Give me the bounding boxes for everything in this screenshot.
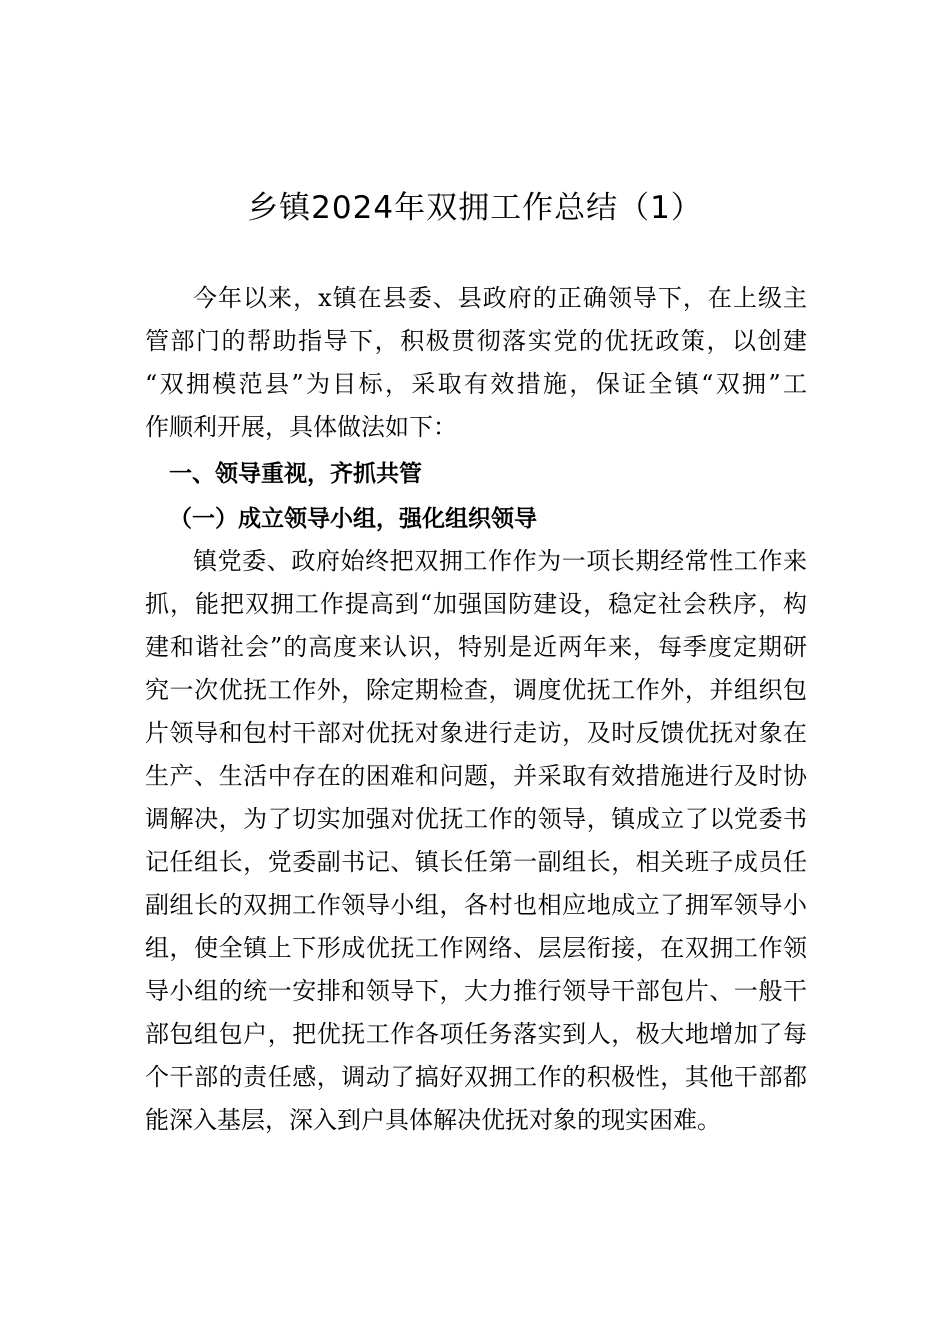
paragraph-line: 究一次优抚工作外，除定期检查，调度优抚工作外，并组织包	[145, 676, 807, 704]
paragraph-line: 记任组长，党委副书记、镇长任第一副组长，相关班子成员任	[145, 848, 807, 876]
paragraph-line: 副组长的双拥工作领导小组，各村也相应地成立了拥军领导小	[145, 891, 807, 919]
paragraph-line: 能深入基层，深入到户具体解决优抚对象的现实困难。	[145, 1106, 721, 1134]
paragraph-line: 建和谐社会”的高度来认识，特别是近两年来，每季度定期研	[145, 633, 807, 661]
paragraph-line: “双拥模范县”为目标，采取有效措施，保证全镇“双拥”工	[145, 370, 807, 398]
paragraph-line: 片领导和包村干部对优抚对象进行走访，及时反馈优抚对象在	[145, 719, 807, 747]
paragraph-line: 今年以来，x镇在县委、县政府的正确领导下，在上级主	[193, 284, 807, 312]
paragraph-line: 组，使全镇上下形成优抚工作网络、层层衔接，在双拥工作领	[145, 934, 807, 962]
paragraph-line: 导小组的统一安排和领导下，大力推行领导干部包片、一般干	[145, 977, 807, 1005]
body-paragraph	[145, 540, 807, 1142]
paragraph-line: 部包组包户，把优抚工作各项任务落实到人，极大地增加了每	[145, 1020, 807, 1048]
paragraph-line: 管部门的帮助指导下，积极贯彻落实党的优抚政策，以创建	[145, 327, 807, 355]
paragraph-line: 抓，能把双拥工作提高到“加强国防建设，稳定社会秩序，构	[145, 590, 807, 618]
paragraph-line: 作顺利开展，具体做法如下：	[145, 413, 457, 441]
paragraph-line: 调解决，为了切实加强对优抚工作的领导，镇成立了以党委书	[145, 805, 807, 833]
paragraph-line: 镇党委、政府始终把双拥工作作为一项长期经常性工作来	[193, 547, 807, 575]
subsection-heading: （一）成立领导小组，强化组织领导	[169, 505, 537, 532]
paragraph-line: 个干部的责任感，调动了搞好双拥工作的积极性，其他干部都	[145, 1063, 807, 1091]
document-title: 乡镇2024年双拥工作总结（1）	[247, 190, 703, 226]
section-heading: 一、领导重视，齐抓共管	[169, 461, 422, 487]
paragraph-line: 生产、生活中存在的困难和问题，并采取有效措施进行及时协	[145, 762, 807, 790]
intro-paragraph	[145, 277, 807, 449]
